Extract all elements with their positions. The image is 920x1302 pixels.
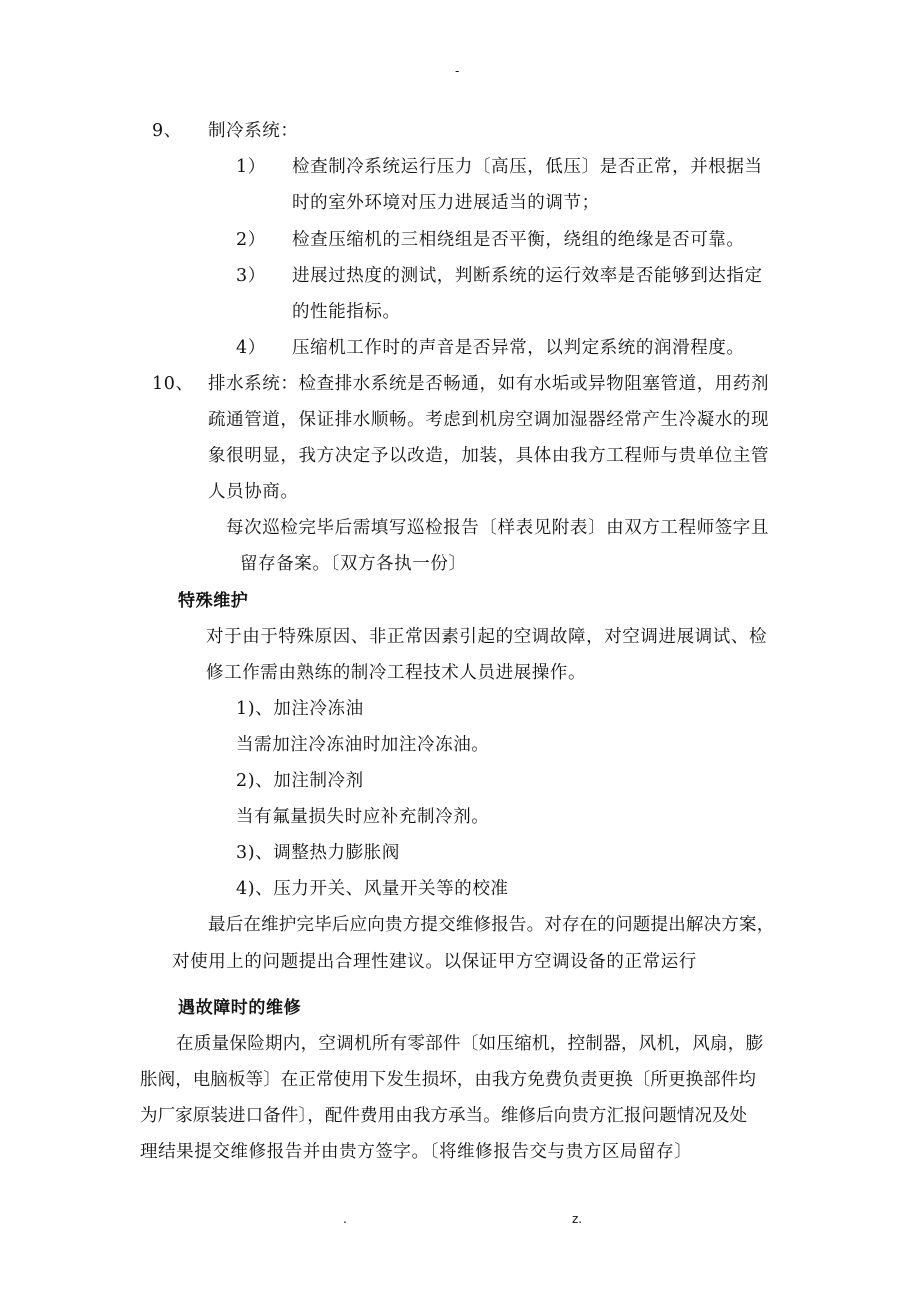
section-10-line-1: 排水系统：检查排水系统是否畅通，如有水垢或异物阻塞管道，用药剂 <box>208 374 770 394</box>
special-closing-line-2: 对使用上的问题提出合理性建议。以保证甲方空调设备的正常运行 <box>172 952 697 972</box>
special-closing-line-1: 最后在维护完毕后应向贵方提交维修报告。对存在的问题提出解决方案， <box>208 915 775 935</box>
section-10-line-3: 象很明显，我方决定予以改造，加装，具体由我方工程师与贵单位主管 <box>208 446 770 466</box>
fault-line-1: 在质量保险期内，空调机所有零部件〔如压缩机，控制器，风机，风扇，膨 <box>176 1034 764 1054</box>
special-item-1-desc: 当需加注冷冻油时加注冷冻油。 <box>236 735 490 755</box>
special-item-1: 1)、加注冷冻油 <box>236 699 364 719</box>
section-9-item-4-line-1: 压缩机工作时的声音是否异常，以判定系统的润滑程度。 <box>292 338 745 358</box>
report-note-line-1: 每次巡检完毕后需填写巡检报告〔样表见附表〕由双方工程师签字且 <box>226 518 769 538</box>
section-10-line-2: 疏通管道，保证排水顺畅。考虑到机房空调加湿器经常产生冷凝水的现 <box>208 410 770 430</box>
section-9-item-3-number: 3） <box>236 266 266 286</box>
special-item-3: 3)、调整热力膨胀阀 <box>236 843 400 863</box>
fault-line-4: 理结果提交维修报告并由贵方签字。〔将维修报告交与贵方区局留存〕 <box>140 1142 693 1162</box>
section-9-item-3-line-1: 进展过热度的测试，判断系统的运行效率是否能够到达指定 <box>292 266 763 286</box>
special-intro-line-2: 修工作需由熟练的制冷工程技术人员进展操作。 <box>206 663 587 683</box>
special-maintenance-heading: 特殊维护 <box>178 591 249 611</box>
fault-line-2: 胀阀，电脑板等〕在正常使用下发生损坏，由我方免费负责更换〔所更换部件均 <box>140 1070 756 1090</box>
section-9-item-2-number: 2） <box>236 230 266 250</box>
section-9-number: 9、 <box>152 121 182 141</box>
section-10-line-4: 人员协商。 <box>208 482 299 502</box>
footer-right-mark: z. <box>572 1212 583 1226</box>
section-9-title: 制冷系统： <box>208 121 299 141</box>
header-mark: - <box>455 64 460 78</box>
section-9-item-3-line-2: 的性能指标。 <box>292 302 401 322</box>
footer-left-mark: . <box>343 1212 347 1226</box>
fault-line-3: 为厂家原装进口备件〕，配件费用由我方承当。维修后向贵方汇报问题情况及处 <box>140 1106 748 1126</box>
section-9-item-4-number: 4） <box>236 338 266 358</box>
section-10-number: 10、 <box>152 374 194 394</box>
fault-repair-heading: 遇故障时的维修 <box>178 998 302 1018</box>
special-intro-line-1: 对于由于特殊原因、非正常因素引起的空调故障，对空调进展调试、检 <box>206 627 768 647</box>
report-note-line-2: 留存备案。〔双方各执一份〕 <box>240 554 467 574</box>
special-item-2-desc: 当有氟量损失时应补充制冷剂。 <box>236 807 490 827</box>
section-9-item-2-line-1: 检查压缩机的三相绕组是否平衡，绕组的绝缘是否可靠。 <box>292 230 745 250</box>
section-9-item-1-line-2: 时的室外环境对压力进展适当的调节； <box>292 193 600 213</box>
section-9-item-1-number: 1） <box>236 157 266 177</box>
section-9-item-1-line-1: 检查制冷系统运行压力〔高压，低压〕是否正常，并根据当 <box>292 157 763 177</box>
special-item-4: 4)、压力开关、风量开关等的校准 <box>236 879 509 899</box>
special-item-2: 2)、加注制冷剂 <box>236 771 364 791</box>
